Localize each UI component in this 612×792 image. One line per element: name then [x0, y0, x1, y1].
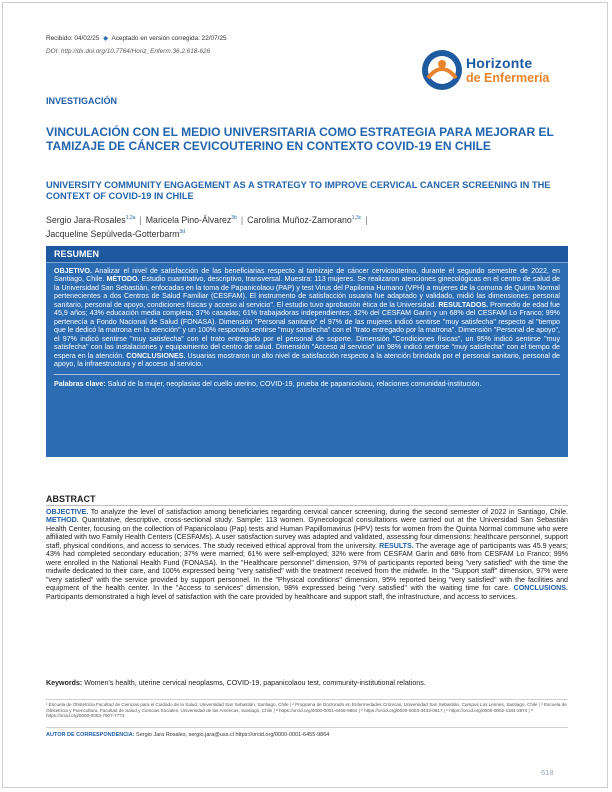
resumen-body	[46, 263, 568, 368]
resumen-metodo-label: MÉTODO.	[106, 275, 140, 284]
abstract-divider	[46, 505, 568, 506]
resumen-conclusiones: Usuarias mostraron un alto nivel de satisfacción respecto a la atención brindada por el personal sanitario, personal de apoyo, la infraestructura y el acceso al servicio.	[54, 351, 560, 368]
author-list	[46, 212, 566, 240]
abstract-body	[46, 508, 568, 601]
resumen-keywords	[54, 374, 560, 389]
author-affiliation: 1,2a	[125, 215, 136, 221]
keywords-label: Keywords:	[46, 679, 83, 687]
journal-logo-icon	[420, 48, 464, 92]
resumen-keywords-text: Salud de la mujer, neoplasias del cuello uterino, COVID-19, prueba de papanicolaou, relaciones comunidad-institución.	[105, 380, 482, 389]
correspondence-text[interactable]: Sergio Jara Rosales, sergio.jara@uss.cl https://orcid.org/0000-0001-6455-9864	[134, 732, 330, 738]
resumen-keywords-label: Palabras clave:	[54, 380, 106, 389]
abstract-conclusions-label: CONCLUSIONS.	[513, 584, 568, 593]
title-spanish: VINCULACIÓN CON EL MEDIO UNIVERSITARIA COMO ESTRATEGIA PARA MEJORAR EL TAMIZAJE DE CÁNCER CEVICOUTERINO EN CONTEXTO COVID-19 EN CHILE	[46, 125, 554, 153]
keywords-text: Women's health, uterine cervical neoplasms, COVID-19, papanicolaou test, community-institutional relations.	[82, 679, 426, 687]
abstract-header: ABSTRACT	[46, 494, 96, 504]
resumen-objetivo-label: OBJETIVO.	[54, 267, 92, 275]
page-number: 618	[541, 768, 554, 777]
abstract-method-label: METHOD.	[46, 516, 79, 525]
correspondence	[46, 732, 329, 738]
resumen-resultados: Promedio de edad fue 45,9 años; 43% educación media completa; 37% casadas; 61% trabajadoras independientes; 32% del CESFAM Garín y un 68% del CESFAM Lo Franco; 99% pertenecía a Fondo Nacional de Salud (FONASA). Dimensión "Personal sanitario" el 97% de las mujeres indicó sentirse "muy satisfecha" respecto al "tiempo que le dedicó la matrona en la atención" y un 100% respondió sentirse "muy satisfecha" con el "trato entregado por la matrona". Dimensión "Personal de apoyo", el 97% indicó sentirse "muy satisfecha" con el trato entregado por el personal de soporte. Dimensión "Condiciones físicas", un 95% indicó sentirse "muy satisfecha" con las instalaciones y equipamiento del centro de salud. Dimensión "Acceso al servicio" un 98% indicó sentirse "muy satisfecha" con el tiempo de espera en la atención.	[54, 300, 560, 360]
resumen-objetivo: Analizar el nivel de satisfacción de las beneficiarias respecto al tamizaje de cáncer cervicouterino, durante el segundo semestre de 2022, en Santiago, Chile.	[54, 267, 560, 284]
doi-link[interactable]: DOI: http://dx.doi.org/10.7764/Horiz_Enferm.36.2.618-626	[46, 48, 211, 55]
author-name: Sergio Jara-Rosales	[46, 214, 126, 225]
resumen-metodo: Estudio cuantitativo, descriptivo, transversal. Muestra: 113 mujeres. Se realizaron atenciones ginecológicas en el centro de salud de la Universidad San Sebastián, enfocadas en la toma de Papanicolaou (PAP) y test Virus del Papiloma Humano (VPH) a mujeres de la comuna de Quinta Normal pertenecientes a dos Centros de Salud Familiar (CESFAM). El instrumento de satisfacción usuaria fue adaptado y validado, midió las dimensiones: personal sanitario, personal de apoyo, condiciones físicas y acceso al servicio". El estudio tuvo aprobación ética de la Universidad.	[54, 275, 560, 309]
logo-line1: Horizonte	[466, 55, 533, 71]
author-name: Carolina Muñoz-Zamorano	[247, 214, 352, 225]
logo-line2: de Enfermería	[466, 71, 550, 85]
journal-logo	[420, 48, 570, 98]
keywords-english	[46, 679, 568, 687]
abstract-method: Quantitative, descriptive, cross-sectional study. Sample: 113 women. Gynecological consultations were carried out at the Universidad San Sebastián Health Center, focusing on the collection of Papanicolaou (Pap) tests and Human Papillomavirus (HPV) tests for women from the Quinta Normal commune who were affiliated with two Family Health Centers (CESFAMs). A user satisfaction survey was adapted and validated, assessing four dimensions: healthcare personnel, support staff, physical conditions, and access to services. The study received ethical approval from the university.	[46, 516, 568, 550]
author-affiliation: 3d	[179, 228, 186, 235]
received-date: Recibido: 04/02/25	[46, 35, 100, 42]
abstract-objective-label: OBJECTIVE.	[46, 508, 89, 516]
author-name: Maricela Pino-Álvarez	[145, 214, 232, 225]
correspondence-label: AUTOR DE CORRESPONDENCIA:	[46, 732, 135, 738]
author-separator: |	[365, 214, 368, 225]
section-label: INVESTIGACIÓN	[46, 96, 118, 106]
abstract-results: The average age of participants was 45.9 years; 43% had completed secondary education; 37% were married; 61% were self-employed; 32% were from CESFAM Garín and 68% from CESFAM Lo Franco; 99% were enrolled in the National Health Fund (FONASA). In the "Healthcare personnel" dimension, 97% of participants reported being "very satisfied" with the time the midwife dedicated to their care, and 100% expressed being "very satisfied" with the treatment received from the midwife. In the "Support staff" dimension, 97% were "very satisfied" with the service provided by support personnel. In the "Physical conditions" dimension, 95% reported being "very satisfied" with the facilities and equipment of the health center. In the "Access to services" dimension, 98% expressed being "very satisfied" with the waiting time for care.	[46, 541, 568, 593]
article-meta	[46, 34, 227, 55]
resumen-conclusiones-label: CONCLUSIONES.	[126, 351, 186, 360]
abstract-conclusions: Participants demonstrated a high level of satisfaction with the care provided by healthcare and support staff, the infrastructure, and access to services.	[46, 592, 518, 601]
abstract-objective: To analyze the level of satisfaction among beneficiaries regarding cervical cancer screening, during the second semester of 2022 in Santiago, Chile.	[88, 508, 568, 516]
resumen-box	[46, 246, 568, 457]
diamond-icon: ◆	[103, 35, 108, 42]
author-affiliation: 3b	[231, 215, 237, 221]
footnote-divider	[46, 699, 568, 700]
author-name: Jacqueline Sepúlveda-Gotterbarm	[46, 228, 180, 239]
correspondence-divider	[46, 727, 568, 728]
title-english: UNIVERSITY COMMUNITY ENGAGEMENT AS A STRATEGY TO IMPROVE CERVICAL CANCER SCREENING IN THE CONTEXT OF COVID-19 IN CHILE	[46, 180, 551, 201]
author-affiliation: 1,3c	[351, 215, 362, 221]
accepted-date: Aceptado en versión corregida: 22/07/25	[111, 35, 227, 42]
affiliation-footnotes: ¹ Escuela de Obstetricia Facultad de Ciencias para el Cuidado de la Salud, Universidad San Sebastián, Santiago, Chile | ² Programa de Doctorado en Enfermedades Crónicas, Universidad San Sebastián, Campus Los Leones, Santiago, Chile | ³ Escuela de Obstetricia y Puericultura, Facultad de Salud y Ciencias Sociales, Universidad de las Américas, Santiago, Chile | ᵃ https://orcid.org/0000-0001-6455-9864 | ᵇ https://orcid.org/0000-0003-3433-0817 | ᶜ https://orcid.org/0000-0002-1184-3874 | ᵈ https://orcid.org/0000-0003-7907-7773	[46, 702, 567, 719]
resumen-header: RESUMEN	[46, 246, 568, 263]
author-separator: |	[240, 214, 244, 225]
abstract-results-label: RESULTS.	[379, 541, 414, 550]
author-separator: |	[139, 214, 142, 225]
resumen-resultados-label: RESULTADOS.	[438, 300, 489, 309]
